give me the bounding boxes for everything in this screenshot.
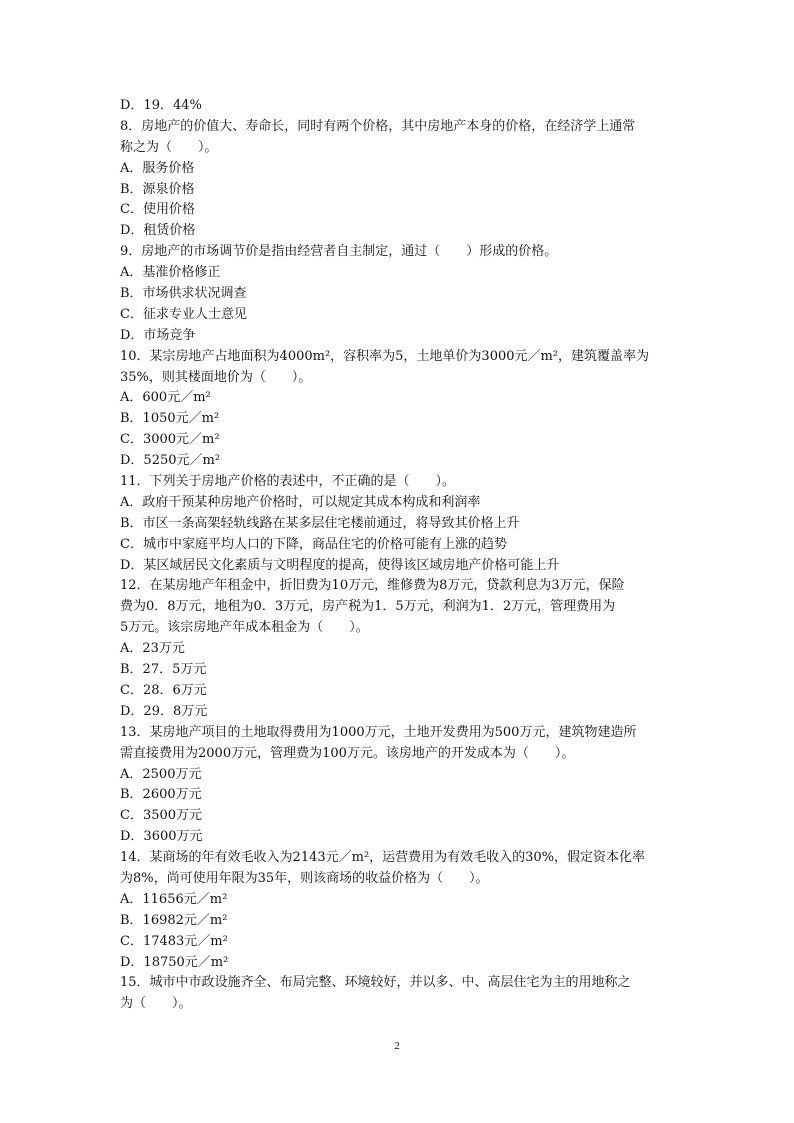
- text-line: A．23万元: [120, 641, 185, 657]
- text-line: C．使用价格: [120, 202, 195, 218]
- text-line: A．600元／m²: [120, 390, 211, 406]
- text-line: 35%，则其楼面地价为（ ）。: [120, 369, 312, 385]
- text-line: 为（ ）。: [120, 996, 192, 1012]
- text-line: C．17483元／m²: [120, 933, 228, 949]
- text-line: C．3500万元: [120, 808, 203, 824]
- text-line: D．市场竞争: [120, 327, 196, 343]
- text-line: D．某区域居民文化素质与文明程度的提高，使得该区域房地产价格可能上升: [120, 557, 560, 573]
- text-line: D．18750元／m²: [120, 954, 229, 970]
- page-number: 2: [394, 1040, 400, 1052]
- text-line: 8．房地产的价值大、寿命长，同时有两个价格，其中房地产本身的价格，在经济学上通常: [120, 118, 636, 134]
- text-line: D．29．8万元: [120, 703, 208, 719]
- text-line: 5万元。该宗房地产年成本租金为（ ）。: [120, 620, 369, 636]
- text-line: 12．在某房地产年租金中，折旧费为10万元，维修费为8万元，贷款利息为3万元，保险: [120, 578, 625, 594]
- text-line: 11．下列关于房地产价格的表述中，不正确的是（ ）。: [120, 474, 456, 490]
- text-line: B．27．5万元: [120, 662, 207, 678]
- text-line: B．16982元／m²: [120, 912, 228, 928]
- text-line: C．征求专业人士意见: [120, 306, 247, 322]
- text-line: 称之为（ ）。: [120, 139, 218, 155]
- text-line: D．19．44%: [120, 98, 202, 113]
- text-line: 需直接费用为2000万元，管理费为100万元。该房地产的开发成本为（ ）。: [120, 745, 575, 761]
- page-content: [120, 96, 680, 1015]
- text-line: 14．某商场的年有效毛收入为2143元／m²，运营费用为有效毛收入的30%，假定资本化率: [120, 850, 646, 866]
- text-line: C．3000元／m²: [120, 432, 220, 448]
- text-line: A．基准价格修正: [120, 265, 221, 281]
- text-line: A．政府干预某种房地产价格时，可以规定其成本构成和利润率: [120, 494, 481, 510]
- text-line: C．28．6万元: [120, 682, 207, 698]
- text-line: 9．房地产的市场调节价是指由经营者自主制定，通过（ ）形成的价格。: [120, 244, 558, 260]
- text-line: 15．城市中市政设施齐全、布局完整、环境较好，并以多、中、高层住宅为主的用地称之: [120, 975, 631, 991]
- text-line: A．服务价格: [120, 160, 195, 176]
- text-line: B．1050元／m²: [120, 411, 220, 427]
- text-line: 13．某房地产项目的土地取得费用为1000万元，土地开发费用为500万元，建筑物建造所: [120, 724, 637, 740]
- text-line: C．城市中家庭平均人口的下降，商品住宅的价格可能有上涨的趋势: [120, 536, 507, 552]
- text-line: 为8%，尚可使用年限为35年，则该商场的收益价格为（ ）。: [120, 870, 489, 886]
- text-line: A．2500万元: [120, 766, 202, 782]
- text-line: D．租赁价格: [120, 223, 196, 239]
- text-line: B．市区一条高架轻轨线路在某多层住宅楼前通过，将导致其价格上升: [120, 515, 520, 531]
- text-line: D．3600万元: [120, 829, 203, 845]
- text-line: 10．某宗房地产占地面积为4000m²，容积率为5，土地单价为3000元／m²，建筑覆盖率为: [120, 348, 650, 364]
- text-line: B．市场供求状况调查: [120, 286, 247, 302]
- text-line: 费为0．8万元，地租为0．3万元，房产税为1．5万元，利润为1．2万元，管理费用为: [120, 599, 616, 615]
- text-line: B．2600万元: [120, 787, 202, 803]
- text-line: B．源泉价格: [120, 181, 195, 197]
- text-line: A．11656元／m²: [120, 891, 228, 907]
- text-line: D．5250元／m²: [120, 453, 221, 469]
